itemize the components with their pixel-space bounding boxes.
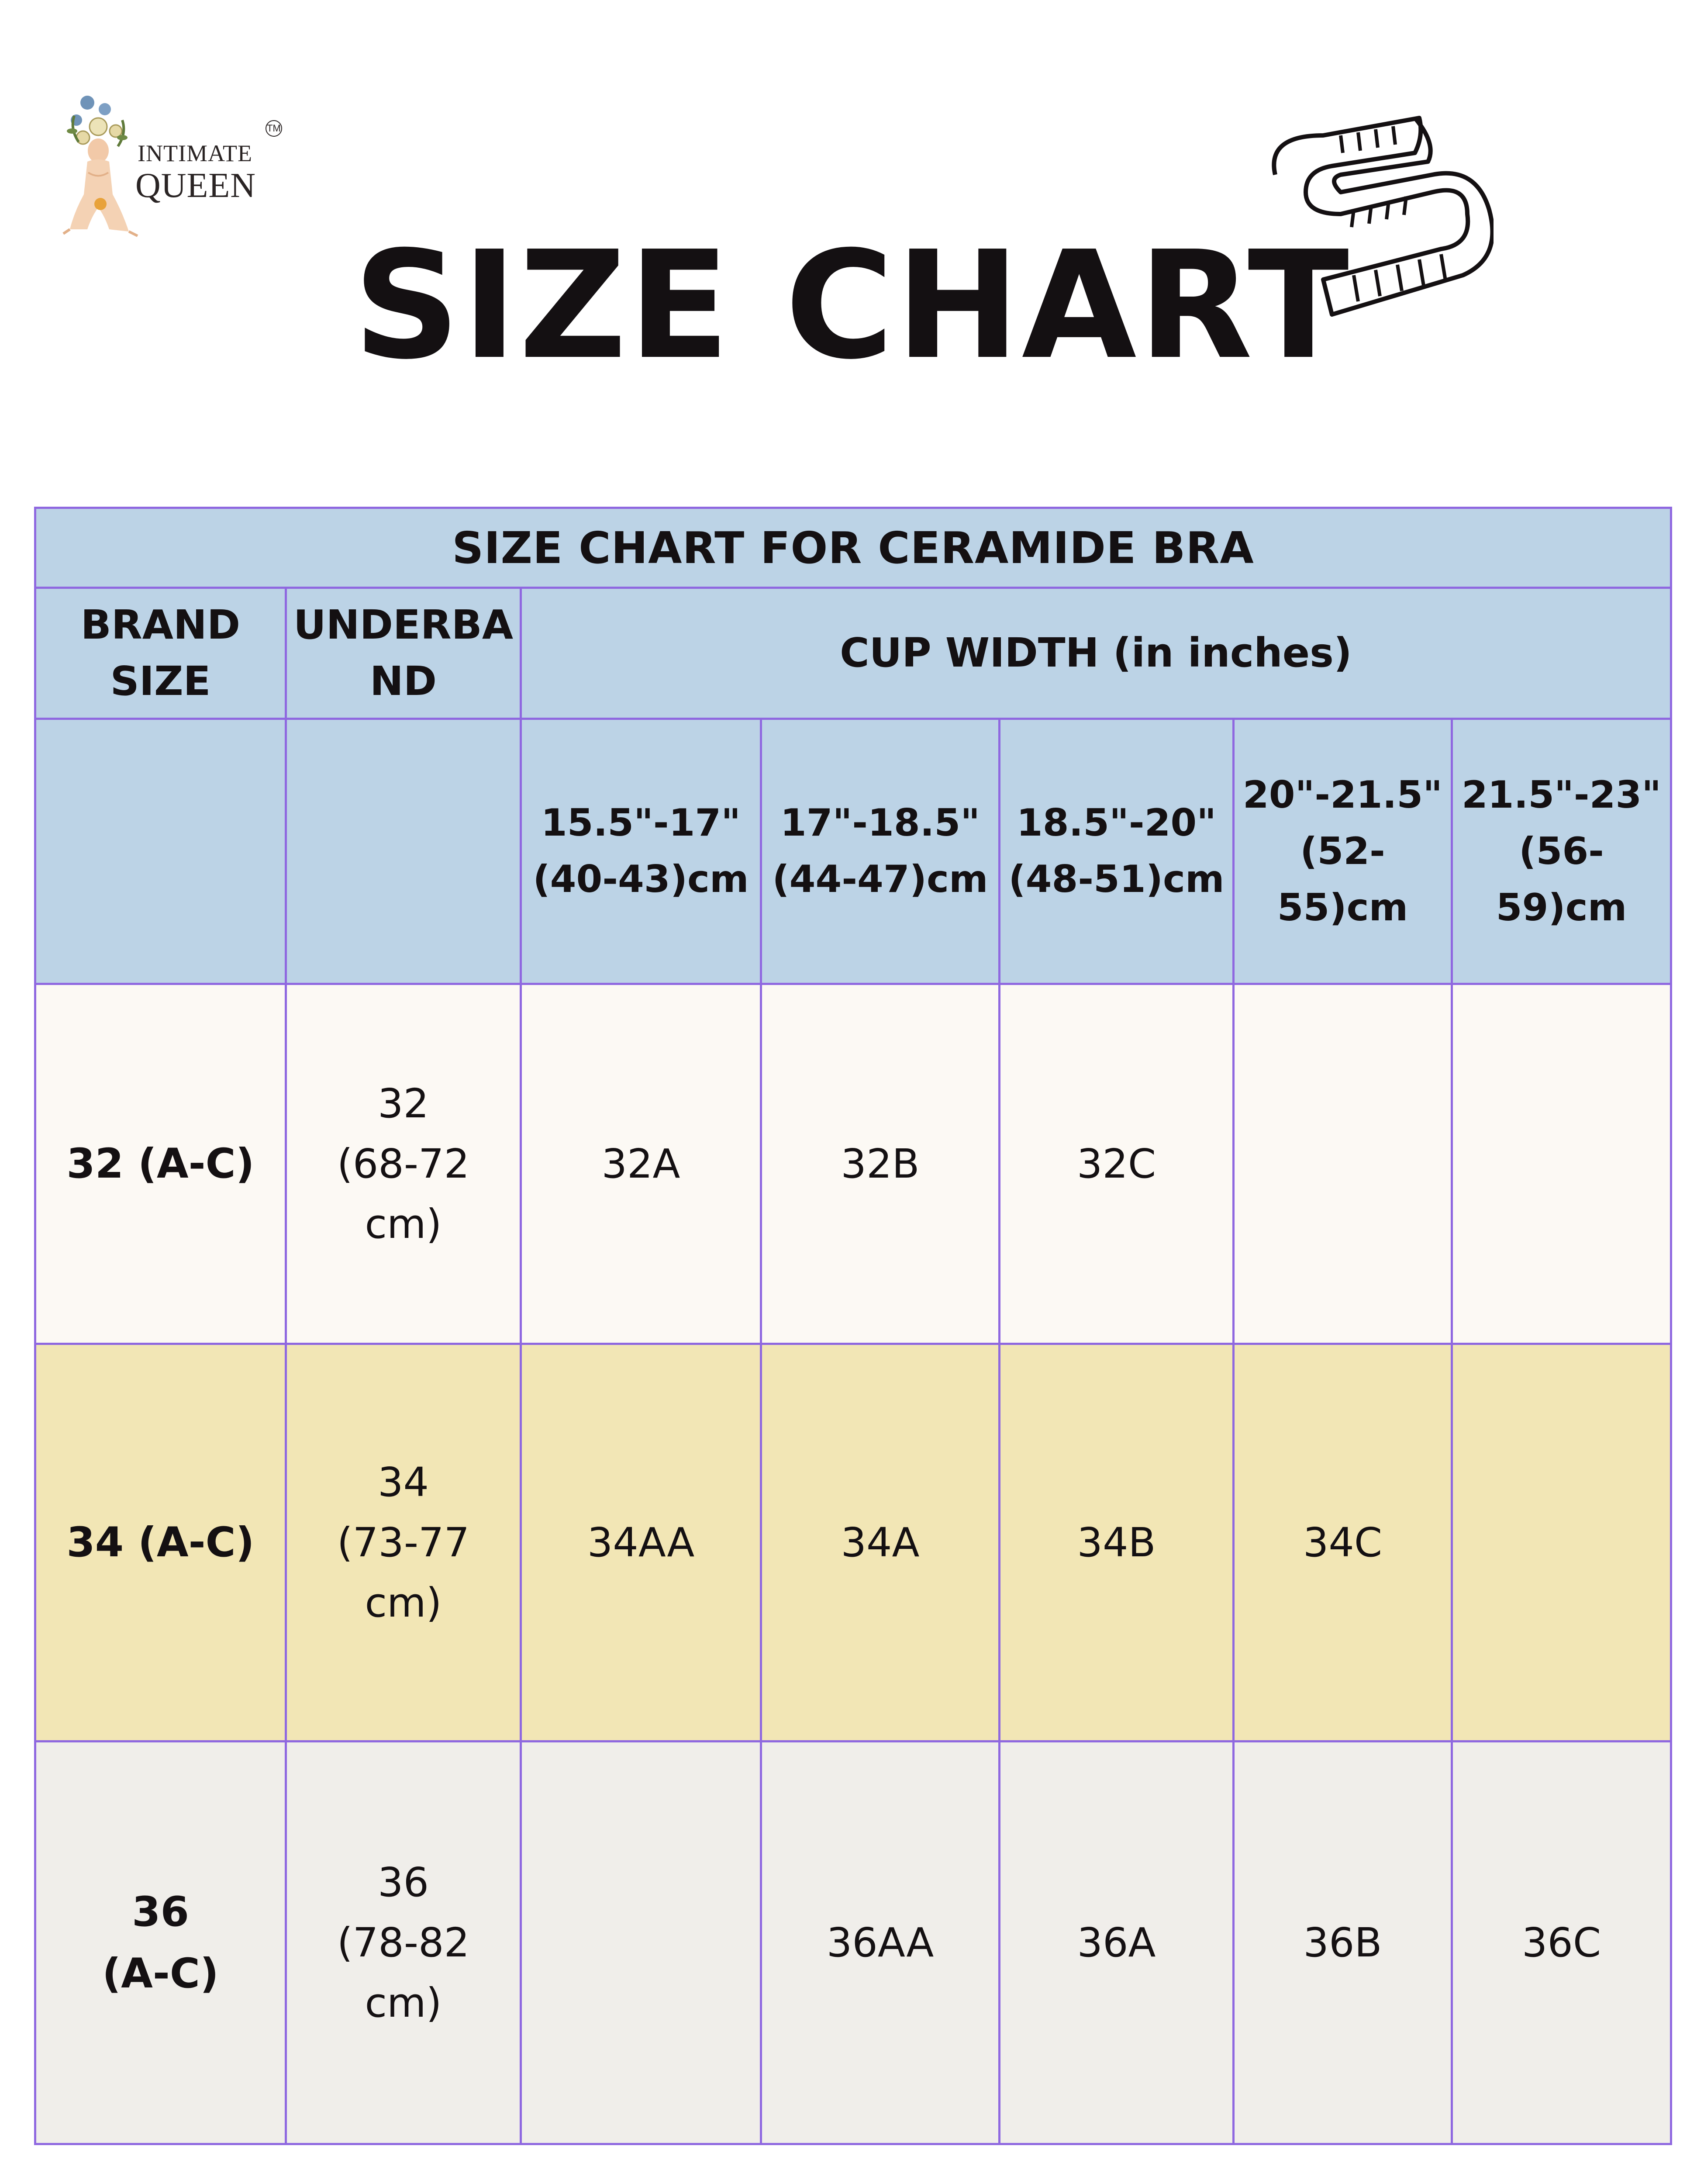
size-cell: 34C [1234,1344,1452,1742]
table-row [35,984,1671,1344]
size-cell [521,1742,761,2144]
size-cell [1452,984,1671,1344]
page-title: SIZE CHART [353,219,1351,392]
size-cell: 32C [1000,984,1234,1344]
size-cell [1234,984,1452,1344]
underband-cell: 34 (73-77 cm) [286,1344,521,1742]
table-caption: SIZE CHART FOR CERAMIDE BRA [35,508,1671,588]
size-cell: 34B [1000,1344,1234,1742]
table-row [35,1344,1671,1742]
size-cell: 36C [1452,1742,1671,2144]
brand-name-line1: INTIMATE [138,140,252,166]
brand-size-cell: 36 (A-C) [35,1742,286,2144]
size-cell: 36AA [761,1742,1000,2144]
brand-logo [57,90,301,247]
trademark-symbol: TM [266,120,282,137]
woman-with-flowers-logo-icon [57,90,144,247]
header-cup-col-2: 17"-18.5" (44-47)cm [761,719,1000,984]
header-cup-col-4: 20"-21.5" (52-55)cm [1234,719,1452,984]
size-cell: 32B [761,984,1000,1344]
header-underband: UNDERBA ND [286,588,521,719]
size-cell: 32A [521,984,761,1344]
size-cell: 36B [1234,1742,1452,2144]
underband-cell: 36 (78-82 cm) [286,1742,521,2144]
table-row [35,1742,1671,2144]
size-cell: 34A [761,1344,1000,1742]
size-cell: 34AA [521,1344,761,1742]
header-blank-brand [35,719,286,984]
size-chart-table [34,507,1672,2145]
header-cup-width: CUP WIDTH (in inches) [521,588,1671,719]
header-cup-col-5: 21.5"-23" (56-59)cm [1452,719,1671,984]
header-blank-underband [286,719,521,984]
size-cell: 36A [1000,1742,1234,2144]
brand-name-line2: QUEEN [135,166,256,205]
underband-cell: 32 (68-72 cm) [286,984,521,1344]
header-cup-col-1: 15.5"-17" (40-43)cm [521,719,761,984]
size-cell [1452,1344,1671,1742]
header-brand-size: BRAND SIZE [35,588,286,719]
brand-size-cell: 34 (A-C) [35,1344,286,1742]
brand-size-cell: 32 (A-C) [35,984,286,1344]
header-cup-col-3: 18.5"-20" (48-51)cm [1000,719,1234,984]
